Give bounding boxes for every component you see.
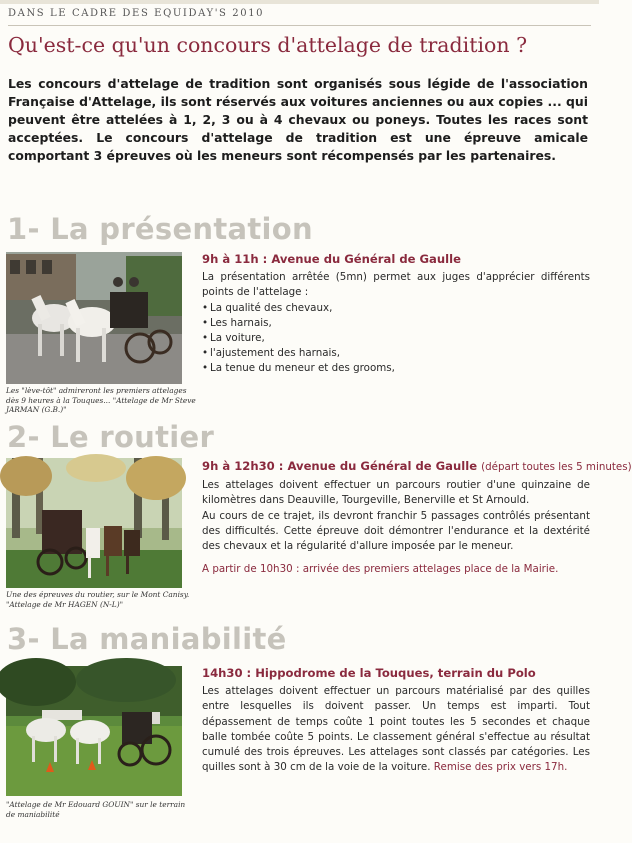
section-3-body: Les attelages doivent effectuer un parcours matérialisé par des quilles entre lesquelles ils doivent passer. Un temps est imparti. Tout dépassement de temps coûte 1 point toutes les 5 secondes et chaque balle tombée coûte 5 points. Le classement général s'effectue au résultat cumulé des trois épreuves. Les attelages sont classés par catégories. Les quilles sont à 30 cm de la voie de la voiture. — [202, 685, 590, 774]
list-item: • La tenue du meneur et des grooms, — [202, 361, 590, 376]
intro-paragraph: Les concours d'attelage de tradition sont organisés sous légide de l'association Française d'Attelage, ils sont réservés aux voitures anciennes ou aux copies ... qui peuvent être attelées à 1, 2, 3 ou à 4 chevaux ou poneys. Toutes les races sont acceptées. Le concours d'attelage de tradition est une épreuve amicale comportant 3 épreuves où les meneurs sont récompensés par les partenaires. — [8, 76, 588, 163]
kicker-divider — [8, 25, 591, 26]
list-item: • La qualité des chevaux, — [202, 301, 590, 316]
section-3-title: 3- La maniabilité — [7, 622, 287, 656]
section-1-caption: Les "lève-tôt" admireront les premiers attelages dès 9 heures à la Touques... "Attelage de Mr Steve JARMAN (G.B.)" — [6, 386, 196, 415]
section-2-title: 2- Le routier — [7, 420, 215, 454]
section-2-paragraph-1: Les attelages doivent effectuer un parcours routier d'une quinzaine de kilomètres dans Deauville, Tourgeville, Benerville et St Arnould. — [202, 479, 590, 507]
section-2-subtitle-main: 9h à 12h30 : Avenue du Général de Gaulle — [202, 459, 478, 473]
section-3-caption: "Attelage de Mr Edouard GOUIN" sur le terrain de maniabilité — [6, 800, 186, 819]
section-2-caption: Une des épreuves du routier, sur le Mont Canisy. "Attelage de Mr HAGEN (N-L)" — [6, 590, 190, 609]
section-3-subtitle: 14h30 : Hippodrome de la Touques, terrain du Polo — [202, 666, 536, 680]
section-2-photo — [6, 458, 182, 588]
section-3-paragraph — [202, 684, 590, 775]
section-1-subtitle: 9h à 11h : Avenue du Général de Gaulle — [202, 252, 461, 266]
section-2-subtitle — [202, 459, 632, 475]
section-3-highlight: Remise des prix vers 17h. — [433, 761, 568, 774]
section-2-text — [202, 459, 632, 577]
section-1-title: 1- La présentation — [7, 212, 313, 246]
section-1-list — [202, 301, 590, 377]
section-1-paragraph: La présentation arrêtée (5mn) permet aux juges d'apprécier différents points de l'attelage : — [202, 271, 590, 299]
list-item: • Les harnais, — [202, 316, 590, 331]
page-title: Qu'est-ce qu'un concours d'attelage de tradition ? — [8, 33, 528, 57]
section-2-note: A partir de 10h30 : arrivée des premiers attelages place de la Mairie. — [202, 563, 559, 576]
kicker: DANS LE CADRE DES EQUIDAY'S 2010 — [8, 8, 265, 19]
section-3-text — [202, 666, 590, 775]
list-item: • l'ajustement des harnais, — [202, 346, 590, 361]
list-item: • La voiture, — [202, 331, 590, 346]
section-1-photo — [6, 252, 182, 384]
section-1-text — [202, 252, 590, 377]
section-3-photo — [6, 666, 182, 796]
top-border — [0, 0, 599, 4]
section-2-subtitle-note: (départ toutes les 5 minutes) — [481, 461, 632, 473]
section-2-paragraph-2: Au cours de ce trajet, ils devront franchir 5 passages contrôlés présentant des difficultés. Cette épreuve doit démontrer l'endurance et la dextérité des chevaux et la régularité d'allure imposée par le meneur. — [202, 509, 590, 553]
